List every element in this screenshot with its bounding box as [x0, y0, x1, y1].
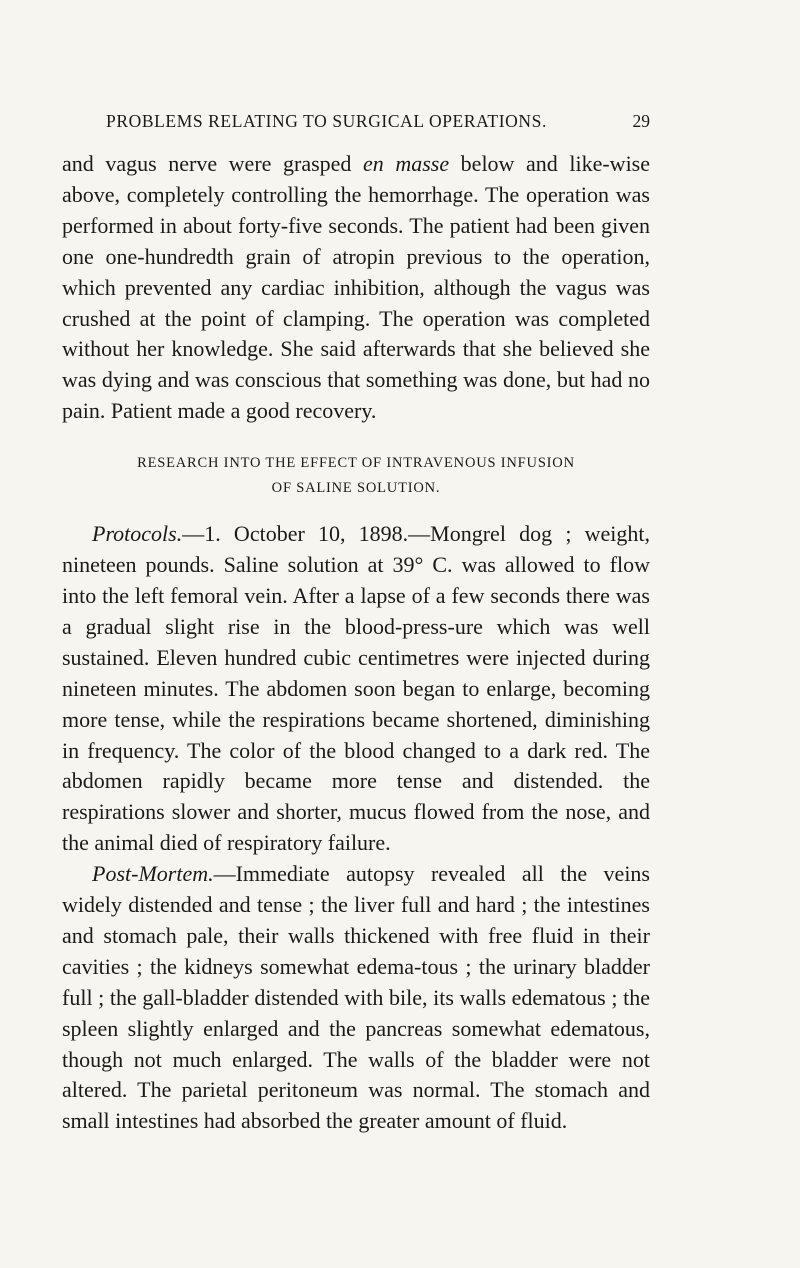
page-number: 29 [632, 111, 650, 131]
post-mortem-label: Post-Mortem. [92, 861, 214, 887]
section-heading [62, 451, 650, 501]
paragraph-text-start: and vagus nerve were grasped [62, 151, 363, 176]
paragraph-protocols [62, 519, 650, 859]
protocols-label: Protocols. [92, 521, 183, 547]
protocols-text: —1. October 10, 1898.—Mongrel dog ; weight, nineteen pounds. Saline solution at 39° C. was allowed to flow into the left femoral vein. After a lapse of a few seconds there was a gradual slight rise in the blood-press-ure which was well sustained. Eleven hundred cubic centimetres were injected during nineteen minutes. The abdomen soon began to enlarge, becoming more tense, while the respirations became shortened, diminishing in frequency. The color of the blood changed to a dark red. The abdomen rapidly became more tense and distended. the respirations slower and shorter, mucus flowed from the nose, and the animal died of respiratory failure. [62, 521, 650, 856]
section-heading-line-1: RESEARCH INTO THE EFFECT OF INTRAVENOUS INFUSION [137, 455, 575, 472]
paragraph-post-mortem [62, 859, 650, 1137]
post-mortem-text: —Immediate autopsy revealed all the veins widely distended and tense ; the liver full and hard ; the intestines and stomach pale, their walls thickened with free fluid in their cavities ; the kidneys somewhat edema-tous ; the urinary bladder full ; the gall-bladder distended with bile, its walls edematous ; the spleen slightly enlarged and the pancreas somewhat edematous, though not much enlarged. The walls of the bladder were not altered. The parietal peritoneum was normal. The stomach and small intestines had absorbed the greater amount of fluid. [62, 861, 650, 1134]
running-title: PROBLEMS RELATING TO SURGICAL OPERATIONS. [106, 111, 547, 131]
body-text [62, 149, 650, 1137]
emphasis-en-masse: en masse [362, 151, 450, 176]
paragraph-text-rest: below and like-wise above, completely controlling the hemorrhage. The operation was performed in about forty-five seconds. The patient had been given one one-hundredth grain of atropin previous to the operation, which prevented any cardiac inhibition, although the vagus was crushed at the point of clamping. The operation was completed without her knowledge. She said afterwards that she believed she was dying and was conscious that something was done, but had no pain. Patient made a good recovery. [62, 151, 651, 424]
section-heading-line-2: OF SALINE SOLUTION. [271, 480, 441, 497]
paragraph-operation-account [62, 149, 650, 427]
running-head [62, 111, 650, 135]
book-page [62, 0, 650, 1268]
